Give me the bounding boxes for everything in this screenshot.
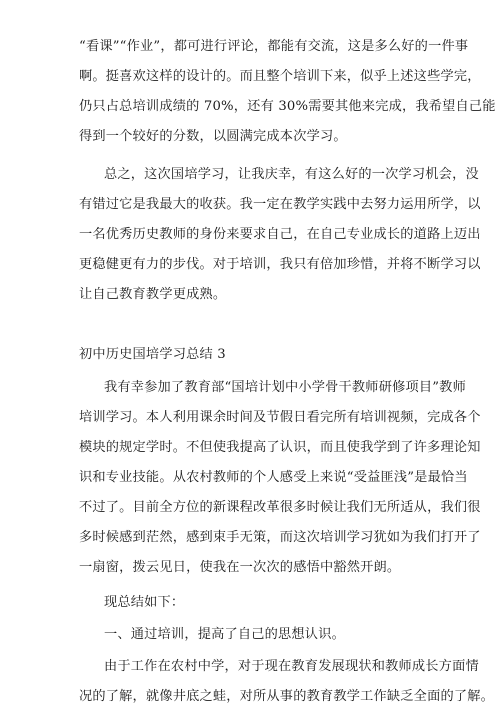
text-line: 不过了。目前全方位的新课程改革很多时候让我们无所适从，我们很	[79, 500, 481, 515]
text-line: 培训学习。本人利用课余时间及节假日看完所有培训视频，完成各个	[79, 410, 481, 425]
text-line: 一名优秀历史教师的身份来要求自己，在自己专业成长的道路上迈出	[79, 227, 481, 242]
text-line: 一扇窗，拨云见日，使我在一次次的感悟中豁然开朗。	[79, 560, 401, 575]
paragraph-first-line: 由于工作在农村中学，对于现在教育发展现状和教师成长方面情	[104, 659, 479, 674]
text-line: “看课”“作业”，都可进行评论，都能有交流，这是多么好的一件事	[79, 39, 469, 54]
paragraph-first-line: 现总结如下：	[104, 595, 185, 610]
text-line: 况的了解，就像井底之蛙，对所从事的教育教学工作缺乏全面的了解。	[79, 689, 495, 704]
paragraph-first-line: 我有幸参加了教育部“国培计划中小学骨干教师研修项目”教师	[104, 380, 466, 395]
paragraph-first-line: 总之，这次国培学习，让我庆幸，有这么好的一次学习机会，没	[104, 167, 479, 182]
text-line: 有错过它是我最大的收获。我一定在教学实践中去努力运用所学，以	[79, 197, 481, 212]
text-line: 更稳健更有力的步伐。对于培训，我只有倍加珍惜，并将不断学习以	[79, 257, 481, 272]
text-line: 模块的规定学时。不但使我提高了认识，而且使我学到了许多理论知	[79, 440, 481, 455]
text-line: 让自己教育教学更成熟。	[79, 287, 227, 302]
text-line: 得到一个较好的分数，以圆满完成本次学习。	[79, 129, 347, 144]
subheading: 一、通过培训，提高了自己的思想认识。	[104, 627, 345, 642]
section-heading: 初中历史国培学习总结 3	[79, 347, 226, 362]
text-line: 多时候感到茫然，感到束手无策，而这次培训学习犹如为我们打开了	[79, 530, 481, 545]
text-line: 仍只占总培训成绩的 70%，还有 30%需要其他来完成，我希望自己能	[79, 99, 496, 114]
text-line: 识和专业技能。从农村教师的个人感受上来说“受益匪浅”是最恰当	[79, 470, 468, 485]
text-line: 啊。挺喜欢这样的设计的。而且整个培训下来，似乎上述这些学完，	[79, 69, 481, 84]
